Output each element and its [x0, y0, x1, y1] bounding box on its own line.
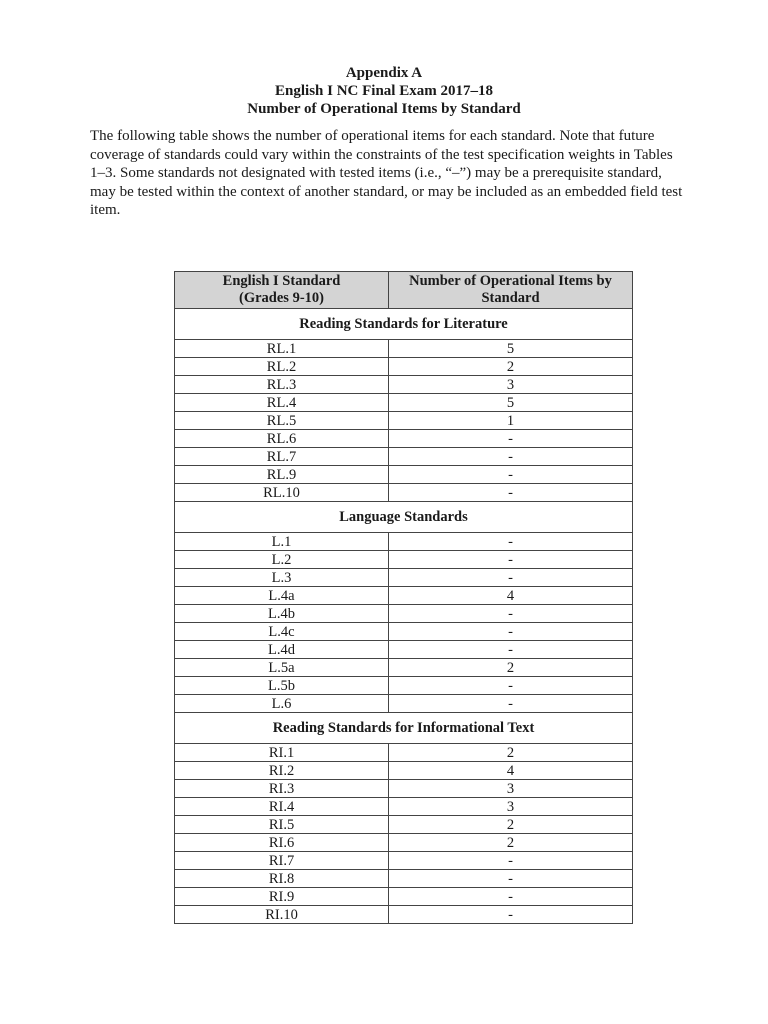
section-title: Reading Standards for Informational Text: [175, 713, 633, 744]
table-row: [175, 551, 633, 569]
standard-cell: L.3: [175, 569, 389, 587]
header-item-count: [389, 272, 633, 309]
standard-cell: RL.1: [175, 340, 389, 358]
item-count-cell: -: [389, 448, 633, 466]
item-count-cell: -: [389, 677, 633, 695]
table-row: [175, 466, 633, 484]
standard-cell: L.4a: [175, 587, 389, 605]
section-title: Reading Standards for Literature: [175, 309, 633, 340]
standard-cell: RI.1: [175, 744, 389, 762]
standard-cell: L.4d: [175, 641, 389, 659]
item-count-cell: -: [389, 623, 633, 641]
section-row: [175, 713, 633, 744]
item-count-cell: 2: [389, 358, 633, 376]
table-row: [175, 623, 633, 641]
standard-cell: RI.4: [175, 798, 389, 816]
table-row: [175, 394, 633, 412]
standard-cell: RL.9: [175, 466, 389, 484]
standard-cell: RL.2: [175, 358, 389, 376]
standard-cell: L.4c: [175, 623, 389, 641]
item-count-cell: -: [389, 484, 633, 502]
item-count-cell: 1: [389, 412, 633, 430]
section-row: [175, 309, 633, 340]
appendix-label: Appendix A: [345, 65, 423, 81]
exam-title: English I NC Final Exam 2017–18: [275, 83, 493, 99]
table-row: [175, 798, 633, 816]
item-count-cell: -: [389, 852, 633, 870]
table-row: [175, 376, 633, 394]
table-row: [175, 780, 633, 798]
header-item-count-line2: Standard: [481, 290, 540, 306]
item-count-cell: 3: [389, 780, 633, 798]
table-row: [175, 533, 633, 551]
header-standard-line1: English I Standard: [222, 273, 341, 289]
standard-cell: RL.5: [175, 412, 389, 430]
standard-cell: RL.10: [175, 484, 389, 502]
standard-cell: RI.9: [175, 888, 389, 906]
item-count-cell: -: [389, 551, 633, 569]
table-row: [175, 906, 633, 924]
standard-cell: RI.6: [175, 834, 389, 852]
section-title: Language Standards: [175, 502, 633, 533]
item-count-cell: -: [389, 695, 633, 713]
standard-cell: L.6: [175, 695, 389, 713]
table-row: [175, 834, 633, 852]
standard-cell: RI.7: [175, 852, 389, 870]
item-count-cell: 3: [389, 376, 633, 394]
standard-cell: L.1: [175, 533, 389, 551]
table-row: [175, 340, 633, 358]
table-row: [175, 816, 633, 834]
standard-cell: RI.2: [175, 762, 389, 780]
table-row: [175, 430, 633, 448]
table-row: [175, 412, 633, 430]
header-item-count-line1: Number of Operational Items by: [409, 273, 612, 289]
item-count-cell: 2: [389, 816, 633, 834]
document-title-block: [0, 64, 768, 118]
table-row: [175, 358, 633, 376]
table-row: [175, 677, 633, 695]
table-row: [175, 695, 633, 713]
table-row: [175, 448, 633, 466]
item-count-cell: -: [389, 888, 633, 906]
table-row: [175, 605, 633, 623]
standard-cell: RI.10: [175, 906, 389, 924]
standard-cell: L.5a: [175, 659, 389, 677]
table-row: [175, 659, 633, 677]
item-count-cell: -: [389, 466, 633, 484]
standard-cell: RL.6: [175, 430, 389, 448]
item-count-cell: 5: [389, 394, 633, 412]
table-row: [175, 852, 633, 870]
header-standard-line2: (Grades 9-10): [239, 290, 324, 306]
item-count-cell: 2: [389, 659, 633, 677]
table-row: [175, 744, 633, 762]
standard-cell: RI.5: [175, 816, 389, 834]
item-count-cell: 4: [389, 762, 633, 780]
item-count-cell: 3: [389, 798, 633, 816]
table-header-row: [175, 272, 633, 309]
standard-cell: RL.3: [175, 376, 389, 394]
item-count-cell: 4: [389, 587, 633, 605]
table-title: Number of Operational Items by Standard: [247, 101, 521, 117]
table-row: [175, 587, 633, 605]
items-by-standard-table: [174, 271, 633, 924]
standard-cell: RI.8: [175, 870, 389, 888]
standard-cell: L.5b: [175, 677, 389, 695]
table-body: [175, 309, 633, 924]
item-count-cell: -: [389, 605, 633, 623]
standard-cell: L.4b: [175, 605, 389, 623]
table-row: [175, 641, 633, 659]
item-count-cell: -: [389, 870, 633, 888]
table-row: [175, 870, 633, 888]
item-count-cell: 5: [389, 340, 633, 358]
item-count-cell: 2: [389, 834, 633, 852]
header-standard: [175, 272, 389, 309]
intro-paragraph: [90, 127, 690, 220]
table-row: [175, 484, 633, 502]
item-count-cell: 2: [389, 744, 633, 762]
standard-cell: RI.3: [175, 780, 389, 798]
section-row: [175, 502, 633, 533]
item-count-cell: -: [389, 569, 633, 587]
table-row: [175, 569, 633, 587]
item-count-cell: -: [389, 533, 633, 551]
standard-cell: RL.7: [175, 448, 389, 466]
table-row: [175, 762, 633, 780]
standard-cell: RL.4: [175, 394, 389, 412]
table-row: [175, 888, 633, 906]
item-count-cell: -: [389, 906, 633, 924]
item-count-cell: -: [389, 641, 633, 659]
intro-text: The following table shows the number of operational items for each standard. Note that future coverage of standards could vary within the constraints of the test specification weights in Tables 1–3. Some standards not designated with tested items (i.e., “–”) may be a prerequisite standard, may be tested within the context of another standard, or may be included as an embedded field test item.: [90, 128, 683, 218]
standard-cell: L.2: [175, 551, 389, 569]
item-count-cell: -: [389, 430, 633, 448]
